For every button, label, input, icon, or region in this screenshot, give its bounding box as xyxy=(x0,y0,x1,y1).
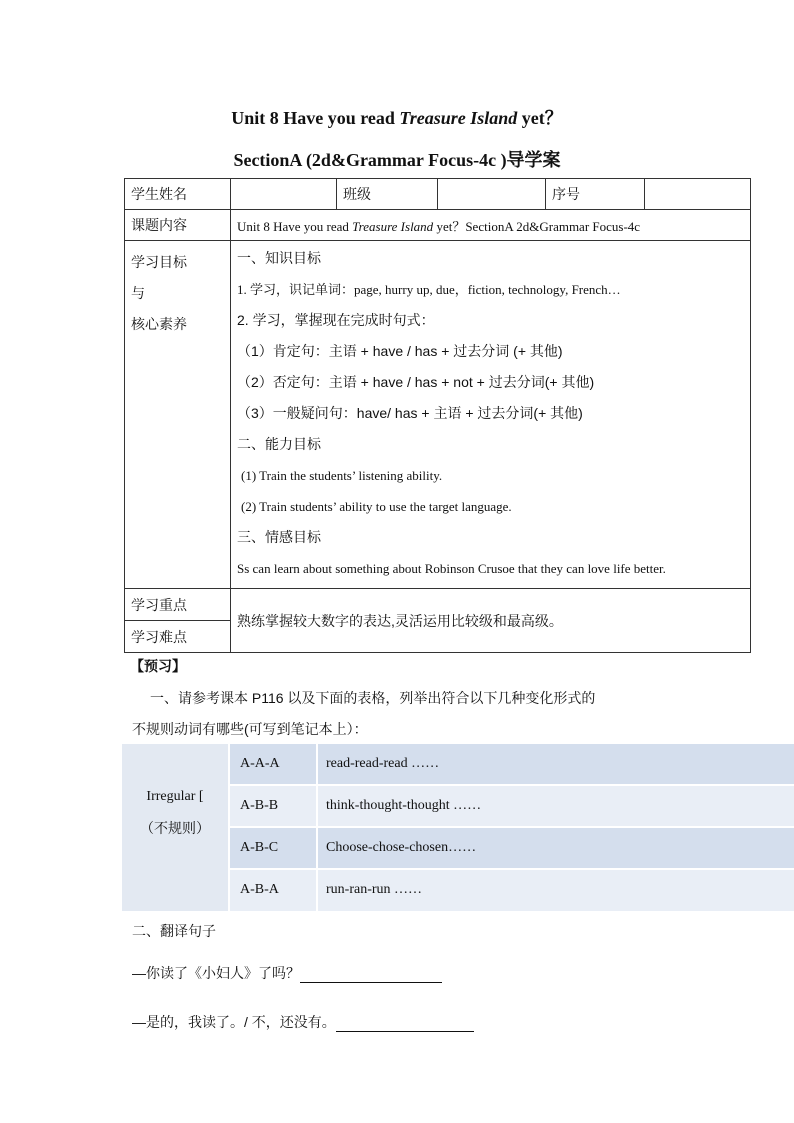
topic-book-name: Treasure Island xyxy=(352,218,434,234)
class-label: 班级 xyxy=(337,179,438,210)
verb-example: think-thought-thought …… xyxy=(318,786,794,826)
translate-question-1 xyxy=(132,963,442,983)
answer-blank-2[interactable] xyxy=(336,1017,474,1032)
key-point-content: 熟练掌握较大数字的表达,灵活运用比较级和最高级。 xyxy=(231,589,751,653)
verb-table-label xyxy=(122,744,228,911)
key-point-row xyxy=(125,589,751,621)
name-label: 学生姓名 xyxy=(125,179,231,210)
preview-instruction-line-2: 不规则动词有哪些(可写到笔记本上）： xyxy=(132,721,368,737)
goals-content xyxy=(231,241,751,589)
number-label: 序号 xyxy=(546,179,645,210)
goals-label xyxy=(125,241,231,589)
preview-instruction-line-1: 一、请参考课本 P116 以及下面的表格，列举出符合以下几种变化形式的 xyxy=(150,690,596,706)
title-text-post: yet？ xyxy=(517,108,563,128)
verb-row-aaa xyxy=(230,744,794,784)
name-field[interactable] xyxy=(231,179,337,210)
question-1-text: —你读了《小妇人》了吗？ xyxy=(132,965,300,981)
difficulty-label: 学习难点 xyxy=(125,621,231,653)
goal-grammar-negative: （2）否定句：主语 + have / has + not + 过去分词(+ 其他) xyxy=(237,374,595,390)
topic-row xyxy=(125,210,751,241)
verb-row-abb xyxy=(230,786,794,826)
goals-label-line-1: 学习目标 xyxy=(131,254,187,270)
verb-example: read-read-read …… xyxy=(318,744,794,784)
preview-heading: 【预习】 xyxy=(130,658,186,674)
goal-grammar-affirmative: （1）肯定句：主语 + have / has + 过去分词 (+ 其他) xyxy=(237,343,563,359)
verb-row-aba xyxy=(230,870,794,911)
topic-label: 课题内容 xyxy=(125,210,231,241)
key-point-label: 学习重点 xyxy=(125,589,231,621)
class-field[interactable] xyxy=(438,179,546,210)
goal-item-listening: (1) Train the students’ listening ability. xyxy=(241,468,443,483)
irregular-verb-table xyxy=(122,744,794,911)
goal-heading-ability: 二、能力目标 xyxy=(237,436,321,452)
goal-grammar-question: （3）一般疑问句：have/ has + 主语 + 过去分词(+ 其他) xyxy=(237,405,583,421)
translate-question-2 xyxy=(132,1012,474,1032)
verb-row-abc xyxy=(230,828,794,868)
goal-item-grammar: 2. 学习，掌握现在完成时句式： xyxy=(237,312,435,328)
student-info-row xyxy=(125,179,751,210)
goal-item-language: (2) Train students’ ability to use the target language. xyxy=(241,499,512,514)
verb-pattern: A-B-A xyxy=(230,870,316,911)
title-line-2: SectionA (2d&Grammar Focus-4c )导学案 xyxy=(233,150,561,170)
verb-pattern: A-B-B xyxy=(230,786,316,826)
title-book-name: Treasure Island xyxy=(399,108,518,128)
verb-pattern: A-A-A xyxy=(230,744,316,784)
verb-label-chinese: （不规则） xyxy=(140,820,210,836)
topic-text-post: yet？SectionA 2d&Grammar Focus-4c xyxy=(433,218,641,234)
verb-label-english: Irregular [ xyxy=(146,789,204,804)
title-line-1 xyxy=(0,104,794,130)
goal-heading-emotion: 三、情感目标 xyxy=(237,529,321,545)
title-text-pre: Unit 8 Have you read xyxy=(231,108,400,128)
topic-content xyxy=(231,210,751,241)
translate-heading: 二、翻译句子 xyxy=(132,923,216,939)
verb-example: Choose-chose-chosen…… xyxy=(318,828,794,868)
goals-label-line-3: 核心素养 xyxy=(131,316,187,332)
question-2-text: —是的，我读了。/ 不，还没有。 xyxy=(132,1014,336,1030)
goals-label-line-2: 与 xyxy=(131,285,145,301)
goal-item-vocabulary: 1. 学习，识记单词：page, hurry up, due，fiction, technology, French… xyxy=(237,282,621,297)
goal-heading-knowledge: 一、知识目标 xyxy=(237,250,321,266)
number-field[interactable] xyxy=(645,179,751,210)
lesson-info-table xyxy=(124,178,751,653)
answer-blank-1[interactable] xyxy=(300,968,442,983)
goal-item-emotion: Ss can learn about something about Robinson Crusoe that they can love life better. xyxy=(237,561,666,576)
topic-text-pre: Unit 8 Have you read xyxy=(237,218,353,234)
verb-pattern: A-B-C xyxy=(230,828,316,868)
verb-example: run-ran-run …… xyxy=(318,870,794,911)
goals-row xyxy=(125,241,751,589)
